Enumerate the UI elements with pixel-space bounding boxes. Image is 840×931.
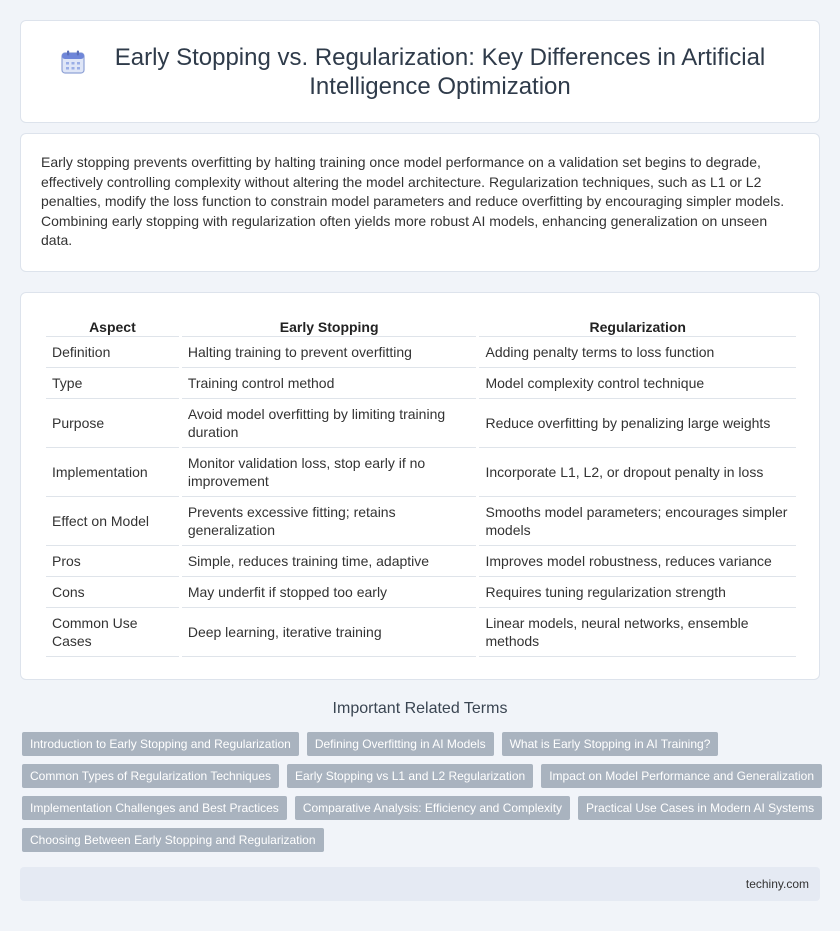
table-cell: Avoid model overfitting by limiting training duration	[182, 399, 477, 448]
header-regularization: Regularization	[479, 313, 796, 337]
related-term-tag[interactable]: Early Stopping vs L1 and L2 Regularization	[287, 764, 533, 788]
comparison-table	[43, 313, 799, 657]
related-term-tag[interactable]: Implementation Challenges and Best Practices	[22, 796, 287, 820]
table-row	[46, 546, 796, 577]
calendar-icon	[60, 49, 86, 75]
table-row	[46, 497, 796, 546]
table-cell: Type	[46, 368, 179, 399]
table-row	[46, 608, 796, 657]
table-cell: Requires tuning regularization strength	[479, 577, 796, 608]
table-cell: Smooths model parameters; encourages simpler models	[479, 497, 796, 546]
header-early-stopping: Early Stopping	[182, 313, 477, 337]
related-terms-list	[22, 732, 822, 860]
related-term-tag[interactable]: Choosing Between Early Stopping and Regularization	[22, 828, 324, 852]
summary-card	[20, 133, 820, 272]
related-term-tag[interactable]: What is Early Stopping in AI Training?	[502, 732, 719, 756]
related-term-tag[interactable]: Impact on Model Performance and Generalization	[541, 764, 822, 788]
table-cell: Training control method	[182, 368, 477, 399]
table-cell: Implementation	[46, 448, 179, 497]
related-terms-heading: Important Related Terms	[332, 700, 508, 717]
table-cell: Purpose	[46, 399, 179, 448]
footer-site-link[interactable]: techiny.com	[745, 877, 809, 891]
table-cell: May underfit if stopped too early	[182, 577, 477, 608]
table-cell: Cons	[46, 577, 179, 608]
table-cell: Definition	[46, 337, 179, 368]
table-cell: Deep learning, iterative training	[182, 608, 477, 657]
related-term-tag[interactable]: Comparative Analysis: Efficiency and Complexity	[295, 796, 570, 820]
table-cell: Model complexity control technique	[479, 368, 796, 399]
table-cell: Pros	[46, 546, 179, 577]
related-term-tag[interactable]: Defining Overfitting in AI Models	[307, 732, 494, 756]
table-cell: Incorporate L1, L2, or dropout penalty in loss	[479, 448, 796, 497]
related-term-tag[interactable]: Practical Use Cases in Modern AI Systems	[578, 796, 822, 820]
table-cell: Common Use Cases	[46, 608, 179, 657]
header-card	[20, 20, 820, 123]
footer	[20, 867, 820, 901]
header-aspect: Aspect	[46, 313, 179, 337]
table-row	[46, 577, 796, 608]
table-row	[46, 399, 796, 448]
table-cell: Adding penalty terms to loss function	[479, 337, 796, 368]
table-header-row	[46, 313, 796, 337]
table-cell: Simple, reduces training time, adaptive	[182, 546, 477, 577]
table-cell: Linear models, neural networks, ensemble methods	[479, 608, 796, 657]
table-row	[46, 448, 796, 497]
table-cell: Improves model robustness, reduces variance	[479, 546, 796, 577]
table-cell: Halting training to prevent overfitting	[182, 337, 477, 368]
table-row	[46, 337, 796, 368]
table-cell: Reduce overfitting by penalizing large weights	[479, 399, 796, 448]
page-title: Early Stopping vs. Regularization: Key Differences in Artificial Intelligence Optimization	[114, 43, 766, 100]
related-term-tag[interactable]: Common Types of Regularization Techniques	[22, 764, 279, 788]
table-row	[46, 368, 796, 399]
table-cell: Effect on Model	[46, 497, 179, 546]
table-cell: Monitor validation loss, stop early if no improvement	[182, 448, 477, 497]
related-term-tag[interactable]: Introduction to Early Stopping and Regularization	[22, 732, 299, 756]
table-cell: Prevents excessive fitting; retains generalization	[182, 497, 477, 546]
comparison-table-card	[20, 292, 820, 680]
summary-text: Early stopping prevents overfitting by halting training once model performance on a validation set begins to degrade, effectively controlling complexity without altering the model architecture. Regularization techniques, such as L1 or L2 penalties, modify the loss function to constrain model parameters and reduce overfitting by encouraging simpler models. Combining early stopping with regularization often yields more robust AI models, enhancing generalization on unseen data.	[41, 154, 785, 248]
